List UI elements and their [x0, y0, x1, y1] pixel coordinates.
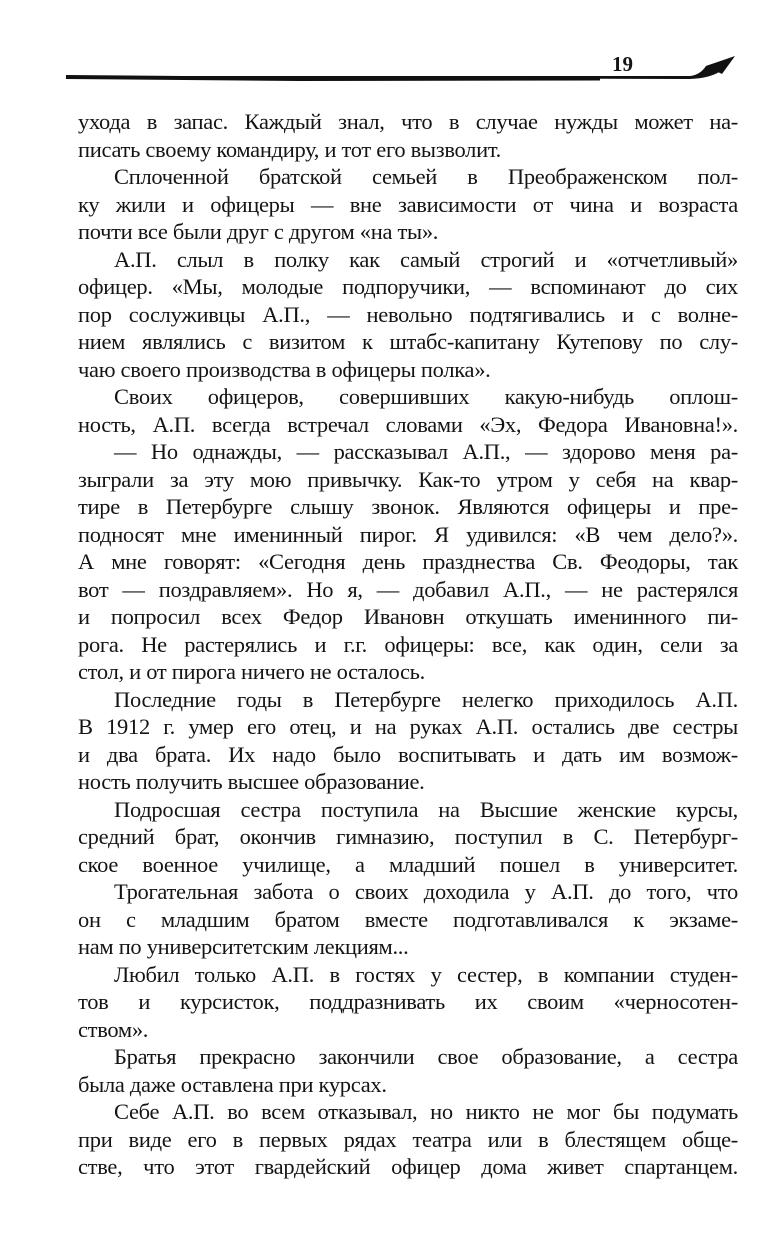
text-line: Братья прекрасно закончили свое образование, а сестра	[114, 1044, 738, 1069]
text-line: тире в Петербурге слышу звонок. Являются офицеры и пре-	[78, 494, 738, 519]
text-line: и два брата. Их надо было воспитывать и дать им возмож-	[78, 741, 738, 767]
paragraph	[78, 383, 738, 438]
body-text	[78, 108, 738, 1181]
paragraph	[78, 163, 738, 246]
text-line: пор сослуживцы А.П., — невольно подтягивались и с волне-	[78, 301, 738, 327]
text-line: чаю своего производства в офицеры полка».	[78, 356, 491, 382]
running-header	[0, 0, 782, 100]
text-line: нием являлись с визитом к штабс-капитану Кутепову по слу-	[78, 329, 738, 354]
paragraph	[78, 108, 738, 163]
text-line: рога. Не растерялись и г.г. офицеры: все, как один, сели за	[78, 631, 738, 657]
paragraph	[78, 246, 738, 384]
text-line: он с младшим братом вместе подготавливался к экзаме-	[78, 906, 738, 932]
text-line: Последние годы в Петербурге нелегко приходилось А.П.	[114, 686, 738, 712]
text-line: подносят мне именинный пирог. Я удивился: «В чем дело?».	[78, 521, 738, 547]
text-line: ством».	[78, 1016, 149, 1042]
paragraph	[78, 686, 738, 796]
text-line: ское военное училище, а младший пошел в университет.	[78, 851, 738, 877]
header-rule-ornament	[0, 0, 782, 100]
text-line: была даже оставлена при курсах.	[78, 1071, 387, 1097]
text-line: Сплоченной братской семьей в Преображенском пол-	[114, 164, 738, 189]
text-line: Себе А.П. во всем отказывал, но никто не мог бы подумать	[114, 1099, 738, 1124]
text-line: и попросил всех Федор Ивановн откушать именинного пи-	[78, 604, 738, 629]
text-line: А.П. слыл в полку как самый строгий и «отчетливый»	[114, 246, 738, 272]
text-line: офицер. «Мы, молодые подпоручики, — вспоминают до сих	[78, 274, 738, 299]
text-line: вот — поздравляем». Но я, — добавил А.П., — не растерялся	[78, 576, 738, 602]
text-line: Трогательная забота о своих доходила у А.П. до того, что	[114, 879, 738, 904]
text-line: писать своему командиру, и тот его вызволит.	[78, 136, 501, 162]
text-line: Подросшая сестра поступила на Высшие женские курсы,	[114, 796, 738, 822]
text-line: ность получить высшее образование.	[78, 769, 425, 794]
paragraph	[78, 438, 738, 686]
text-line: ухода в запас. Каждый знал, что в случае нужды может на-	[78, 109, 738, 134]
text-line: А мне говорят: «Сегодня день празднества Св. Феодоры, так	[78, 549, 738, 574]
paragraph	[78, 1043, 738, 1098]
text-line: Любил только А.П. в гостях у сестер, в компании студен-	[114, 961, 738, 987]
text-line: Своих офицеров, совершивших какую-нибудь оплош-	[114, 384, 738, 409]
text-line: средний брат, окончив гимназию, поступил в С. Петербург-	[78, 824, 738, 849]
paragraph	[78, 878, 738, 961]
text-line: В 1912 г. умер его отец, и на руках А.П. остались две сестры	[78, 714, 738, 739]
text-line: ность, А.П. всегда встречал словами «Эх, Федора Ивановна!».	[78, 411, 738, 437]
paragraph	[78, 961, 738, 1044]
text-line: нам по университетским лекциям...	[78, 934, 409, 959]
text-line: зыграли за эту мою привычку. Как-то утром у себя на квар-	[78, 466, 738, 492]
page-number: 19	[612, 52, 633, 76]
paragraph	[78, 1098, 738, 1181]
paragraph	[78, 796, 738, 879]
text-line: — Но однажды, — рассказывал А.П., — здорово меня ра-	[114, 439, 738, 464]
text-line: почти все были друг с другом «на ты».	[78, 219, 439, 244]
text-line: стол, и от пирога ничего не осталось.	[78, 659, 425, 684]
text-line: ку жили и офицеры — вне зависимости от чина и возраста	[78, 191, 738, 217]
text-line: при виде его в первых рядах театра или в блестящем обще-	[78, 1126, 738, 1152]
text-line: стве, что этот гвардейский офицер дома живет спартанцем.	[78, 1154, 738, 1179]
text-line: тов и курсисток, поддразнивать их своим «черносотен-	[78, 989, 738, 1014]
